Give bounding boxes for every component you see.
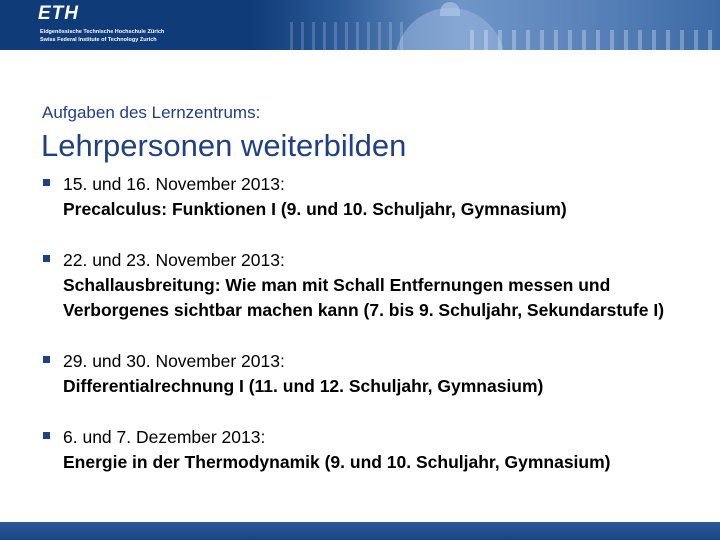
- item-date: 22. und 23. November 2013:: [63, 250, 285, 270]
- logo-line-1: Eidgenössische Technische Hochschule Zürich: [40, 29, 165, 35]
- square-bullet-icon: [43, 356, 50, 363]
- eth-logo: ETH: [38, 3, 79, 24]
- list-item: [42, 349, 712, 399]
- item-description: Energie in der Thermodynamik (9. und 10. Schuljahr, Gymnasium): [63, 452, 611, 472]
- square-bullet-icon: [43, 255, 50, 262]
- list-item: [42, 248, 712, 323]
- building-columns-right: [470, 30, 720, 50]
- item-date: 15. und 16. November 2013:: [63, 174, 285, 194]
- item-date: 6. und 7. Dezember 2013:: [63, 427, 266, 447]
- slide-title: Lehrpersonen weiterbilden: [41, 128, 407, 163]
- course-list: [42, 172, 712, 475]
- slide-subtitle: Aufgaben des Lernzentrums:: [42, 103, 261, 122]
- item-description: Schallausbreitung: Wie man mit Schall Entfernungen messen und Verborgenes sichtbar machen kann (7. bis 9. Schuljahr, Sekundarstufe I): [63, 275, 665, 320]
- item-description: Differentialrechnung I (11. und 12. Schuljahr, Gymnasium): [63, 376, 544, 396]
- item-date: 29. und 30. November 2013:: [63, 351, 285, 371]
- list-item: [42, 425, 712, 475]
- square-bullet-icon: [43, 432, 50, 439]
- item-description: Precalculus: Funktionen I (9. und 10. Schuljahr, Gymnasium): [63, 199, 567, 219]
- logo-line-2: Swiss Federal Institute of Technology Zurich: [40, 37, 157, 43]
- square-bullet-icon: [43, 179, 50, 186]
- building-columns-left: [290, 22, 410, 50]
- footer-bar: [0, 522, 720, 540]
- building-dome-top: [440, 2, 460, 16]
- list-item: [42, 172, 712, 222]
- header-banner: [0, 0, 720, 50]
